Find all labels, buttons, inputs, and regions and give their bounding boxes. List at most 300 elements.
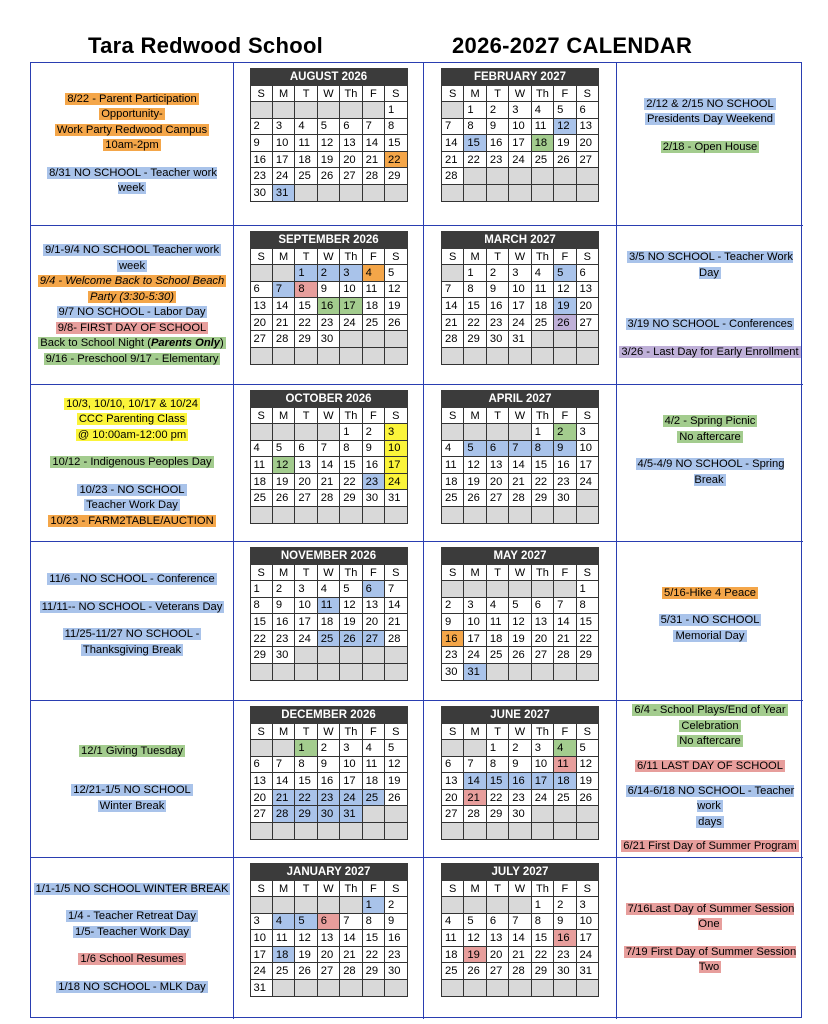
day-cell: 8 [531,913,553,930]
day-cell: 14 [509,930,531,947]
day-cell: 16 [486,135,508,152]
empty-day-cell [486,347,508,364]
day-cell: 2 [250,118,272,135]
weekday-header: M [272,86,294,102]
month-title: NOVEMBER 2026 [250,548,407,565]
note-text: 9/1-9/4 NO SCHOOL Teacher work [44,244,220,256]
note-line [33,352,231,368]
note-line [33,627,231,643]
day-cell: 13 [576,281,598,298]
empty-day-cell [317,102,339,119]
day-cell: 30 [317,331,339,348]
empty-day-cell [362,331,384,348]
empty-day-cell [317,979,339,996]
day-cell: 16 [385,930,407,947]
note-line [619,250,801,281]
empty-day-cell [340,506,362,523]
left-notes [31,701,233,857]
left-notes [31,226,233,384]
day-cell: 2 [317,265,339,282]
month-title: APRIL 2027 [442,391,599,408]
day-cell: 16 [317,773,339,790]
note-line [33,412,231,428]
day-cell: 4 [531,265,553,282]
weekday-header: S [576,249,598,265]
day-cell: 26 [576,789,598,806]
day-cell: 8 [295,281,317,298]
day-cell: 5 [385,740,407,757]
day-cell: 6 [486,913,508,930]
month-calendar [250,547,408,681]
empty-day-cell [385,647,407,664]
empty-day-cell [385,822,407,839]
day-cell: 2 [509,740,531,757]
empty-day-cell [442,979,464,996]
empty-day-cell [464,897,486,914]
note-text: 11/11-- NO SCHOOL - Veterans Day [41,600,223,613]
day-cell: 21 [317,473,339,490]
day-cell: 18 [295,151,317,168]
note-text: 3/26 - Last Day for Early Enrollment [621,345,799,358]
day-cell: 15 [486,773,508,790]
note-line [33,428,231,444]
day-cell: 1 [486,740,508,757]
day-cell: 10 [509,118,531,135]
empty-day-cell [295,102,317,119]
weekday-header: S [250,408,272,424]
day-cell: 22 [340,473,362,490]
empty-day-cell [464,184,486,201]
weekday-header: M [272,249,294,265]
day-cell: 24 [576,473,598,490]
note-line [619,613,801,629]
weekday-header: W [317,565,339,581]
empty-day-cell [576,331,598,348]
month-title: DECEMBER 2026 [250,707,407,724]
day-cell: 28 [554,647,576,664]
note-text: 8/22 - Parent Participation [67,92,197,105]
note-line [33,572,231,588]
day-cell: 30 [250,184,272,201]
note-text: 3/19 NO SCHOOL - Conferences [627,318,793,330]
day-cell: 5 [464,913,486,930]
weekday-header: S [385,565,407,581]
day-cell: 29 [486,806,508,823]
day-cell: 26 [554,314,576,331]
weekday-header: F [554,565,576,581]
note-text: CCC Parenting Class [78,413,186,426]
empty-day-cell [554,663,576,680]
left-notes [31,63,233,225]
note-text: 9/4 - Welcome Back to School Beach [39,275,225,287]
empty-day-cell [272,347,294,364]
weekday-header: Th [531,565,553,581]
note-line [33,980,231,996]
day-cell: 17 [464,630,486,647]
empty-day-cell [576,979,598,996]
day-cell: 6 [250,281,272,298]
weekday-header: S [576,565,598,581]
empty-day-cell [362,347,384,364]
weekday-header: S [442,408,464,424]
empty-day-cell [486,663,508,680]
weekday-header: T [295,86,317,102]
empty-day-cell [317,506,339,523]
day-cell: 15 [362,930,384,947]
empty-day-cell [531,347,553,364]
day-cell: 20 [317,946,339,963]
day-cell: 5 [295,913,317,930]
day-cell: 23 [317,789,339,806]
calendar-grid [30,62,802,1018]
day-cell: 16 [250,151,272,168]
day-cell: 28 [442,331,464,348]
note-line [33,455,231,471]
day-cell: 29 [340,490,362,507]
month-title: JUNE 2027 [442,707,599,724]
day-cell: 22 [464,314,486,331]
empty-day-cell [442,740,464,757]
note-line [619,414,801,430]
weekday-header: F [554,86,576,102]
weekday-header: F [362,86,384,102]
empty-day-cell [554,806,576,823]
weekday-header: S [250,881,272,897]
school-title: Tara Redwood School [88,33,324,58]
day-cell: 11 [442,457,464,474]
day-cell: 19 [464,946,486,963]
day-cell: 5 [340,581,362,598]
weekday-header: Th [531,408,553,424]
calendar-cell [424,701,617,858]
day-cell: 9 [509,756,531,773]
day-cell: 6 [576,102,598,119]
note-line [33,243,231,259]
right-notes [617,385,803,541]
day-cell: 16 [486,298,508,315]
day-cell: 21 [362,151,384,168]
weekday-header: S [442,565,464,581]
day-cell: 26 [317,168,339,185]
right-notes [617,858,803,1019]
day-cell: 19 [385,298,407,315]
note-text: 10/23 - NO SCHOOL [79,483,185,496]
day-cell: 20 [442,789,464,806]
day-cell: 20 [576,298,598,315]
day-cell: 3 [340,265,362,282]
calendar-cell [424,385,617,542]
day-cell: 15 [340,457,362,474]
day-cell: 22 [295,789,317,806]
month-calendar [250,863,408,997]
day-cell: 22 [531,946,553,963]
note-text: days [698,815,722,828]
note-line [619,345,801,361]
empty-day-cell [250,265,272,282]
day-cell: 7 [509,913,531,930]
day-cell: 4 [486,597,508,614]
day-cell: 22 [362,946,384,963]
day-cell: 10 [576,440,598,457]
day-cell: 10 [509,281,531,298]
note-text: 12/1 Giving Tuesday [81,744,183,757]
weekday-header: W [509,565,531,581]
day-cell: 9 [554,913,576,930]
day-cell: 16 [509,773,531,790]
month-title: MARCH 2027 [442,232,599,249]
day-cell: 10 [250,930,272,947]
day-cell: 27 [250,806,272,823]
day-cell: 19 [554,135,576,152]
day-cell: 1 [250,581,272,598]
note-line [33,799,231,815]
day-cell: 8 [464,281,486,298]
day-cell: 8 [576,597,598,614]
empty-day-cell [509,506,531,523]
empty-day-cell [317,647,339,664]
day-cell: 6 [442,756,464,773]
empty-day-cell [531,168,553,185]
day-cell: 28 [362,168,384,185]
weekday-header: W [317,724,339,740]
day-cell: 2 [317,740,339,757]
day-cell: 16 [554,457,576,474]
left-notes [31,858,233,1019]
weekday-header: M [464,249,486,265]
day-cell: 5 [576,740,598,757]
day-cell: 8 [250,597,272,614]
empty-day-cell [295,184,317,201]
note-text: 2/18 - Open House [662,140,758,153]
day-cell: 2 [442,597,464,614]
day-cell: 15 [464,298,486,315]
empty-day-cell [531,822,553,839]
left-notes-cell [31,226,234,385]
day-cell: 18 [554,773,576,790]
day-cell: 14 [272,298,294,315]
weekday-header: W [317,86,339,102]
month-calendar [441,231,599,365]
empty-day-cell [486,897,508,914]
day-cell: 24 [576,946,598,963]
month-title: MAY 2027 [442,548,599,565]
day-cell: 17 [340,298,362,315]
empty-day-cell [295,897,317,914]
right-notes-cell [617,542,803,701]
note-line [619,839,801,855]
day-cell: 4 [362,265,384,282]
day-cell: 27 [340,168,362,185]
day-cell: 26 [385,789,407,806]
day-cell: 5 [272,440,294,457]
weekday-header: T [486,565,508,581]
empty-day-cell [442,506,464,523]
empty-day-cell [442,102,464,119]
note-line [33,259,231,275]
day-cell: 1 [385,102,407,119]
day-cell: 17 [509,298,531,315]
day-cell: 2 [486,265,508,282]
day-cell: 31 [340,806,362,823]
day-cell: 6 [295,440,317,457]
month-calendar [250,390,408,524]
note-text: Memorial Day [675,629,745,642]
empty-day-cell [340,897,362,914]
weekday-header: S [576,408,598,424]
day-cell: 13 [442,773,464,790]
day-cell: 9 [442,614,464,631]
day-cell: 4 [442,440,464,457]
right-notes-cell [617,63,803,226]
empty-day-cell [317,184,339,201]
day-cell: 18 [317,614,339,631]
day-cell: 11 [554,756,576,773]
day-cell: 1 [464,265,486,282]
empty-day-cell [531,331,553,348]
note-line [33,952,231,968]
note-line [619,945,801,976]
day-cell: 17 [576,457,598,474]
day-cell: 27 [442,806,464,823]
day-cell: 3 [340,740,362,757]
day-cell: 9 [362,440,384,457]
empty-day-cell [385,347,407,364]
day-cell: 12 [576,756,598,773]
empty-day-cell [464,740,486,757]
note-line [619,317,801,333]
day-cell: 29 [531,963,553,980]
day-cell: 29 [250,647,272,664]
note-line [33,166,231,197]
month-calendar [441,547,599,681]
month-title: AUGUST 2026 [250,69,407,86]
day-cell: 10 [576,913,598,930]
empty-day-cell [272,897,294,914]
empty-day-cell [250,347,272,364]
day-cell: 20 [486,473,508,490]
day-cell: 19 [317,151,339,168]
weekday-header: T [486,881,508,897]
day-cell: 31 [272,184,294,201]
day-cell: 29 [295,806,317,823]
day-cell: 13 [362,597,384,614]
weekday-header: M [272,408,294,424]
day-cell: 7 [385,581,407,598]
note-text: 7/19 First Day of Summer Session Two [625,945,797,973]
weekday-header: S [250,86,272,102]
month-calendar [441,390,599,524]
day-cell: 12 [554,118,576,135]
day-cell: 12 [554,281,576,298]
note-line [33,138,231,154]
day-cell: 7 [317,440,339,457]
weekday-header: Th [340,724,362,740]
weekday-header: Th [340,408,362,424]
weekday-header: Th [340,86,362,102]
empty-day-cell [576,822,598,839]
day-cell: 22 [576,630,598,647]
weekday-header: F [362,724,384,740]
left-notes-cell [31,701,234,858]
day-cell: 2 [272,581,294,598]
day-cell: 13 [340,135,362,152]
day-cell: 10 [340,281,362,298]
empty-day-cell [554,506,576,523]
day-cell: 28 [509,963,531,980]
note-line [33,643,231,659]
note-text: 10/12 - Indigenous Peoples Day [52,456,212,469]
weekday-header: S [250,724,272,740]
day-cell: 28 [442,168,464,185]
note-text: 3/5 NO SCHOOL - Teacher Work Day [629,251,793,279]
calendar-cell [424,858,617,1019]
weekday-header: M [464,565,486,581]
day-cell: 21 [442,151,464,168]
day-cell: 23 [554,473,576,490]
weekday-header: M [464,408,486,424]
note-text: 7/16Last Day of Summer Session One [627,902,795,930]
empty-day-cell [486,424,508,441]
day-cell: 6 [531,597,553,614]
day-cell: 23 [509,789,531,806]
empty-day-cell [340,347,362,364]
empty-day-cell [486,979,508,996]
day-cell: 27 [486,963,508,980]
day-cell: 30 [362,490,384,507]
calendar-cell [234,63,424,226]
day-cell: 10 [464,614,486,631]
empty-day-cell [442,265,464,282]
day-cell: 7 [272,756,294,773]
day-cell: 20 [576,135,598,152]
day-cell: 2 [554,897,576,914]
day-cell: 6 [486,440,508,457]
day-cell: 31 [464,663,486,680]
note-line [619,784,801,815]
day-cell: 21 [272,789,294,806]
month-title: JULY 2027 [442,864,599,881]
empty-day-cell [531,184,553,201]
day-cell: 10 [340,756,362,773]
weekday-header: M [464,881,486,897]
left-notes-cell [31,542,234,701]
day-cell: 12 [385,756,407,773]
weekday-header: F [554,408,576,424]
empty-day-cell [464,424,486,441]
day-cell: 18 [442,946,464,963]
note-line [619,719,801,735]
note-text: 6/4 - School Plays/End of Year [634,704,786,716]
month-calendar [441,706,599,840]
day-cell: 28 [272,806,294,823]
day-cell: 15 [531,930,553,947]
note-text: 9/8- FIRST DAY OF SCHOOL [57,321,207,334]
day-cell: 16 [362,457,384,474]
weekday-header: Th [531,86,553,102]
day-cell: 2 [486,102,508,119]
empty-day-cell [576,506,598,523]
day-cell: 20 [340,151,362,168]
day-cell: 31 [250,979,272,996]
day-cell: 28 [317,490,339,507]
empty-day-cell [295,647,317,664]
note-text: 9/7 NO SCHOOL - Labor Day [58,306,206,318]
day-cell: 25 [486,647,508,664]
day-cell: 30 [554,490,576,507]
day-cell: 2 [554,424,576,441]
day-cell: 3 [295,581,317,598]
day-cell: 20 [486,946,508,963]
